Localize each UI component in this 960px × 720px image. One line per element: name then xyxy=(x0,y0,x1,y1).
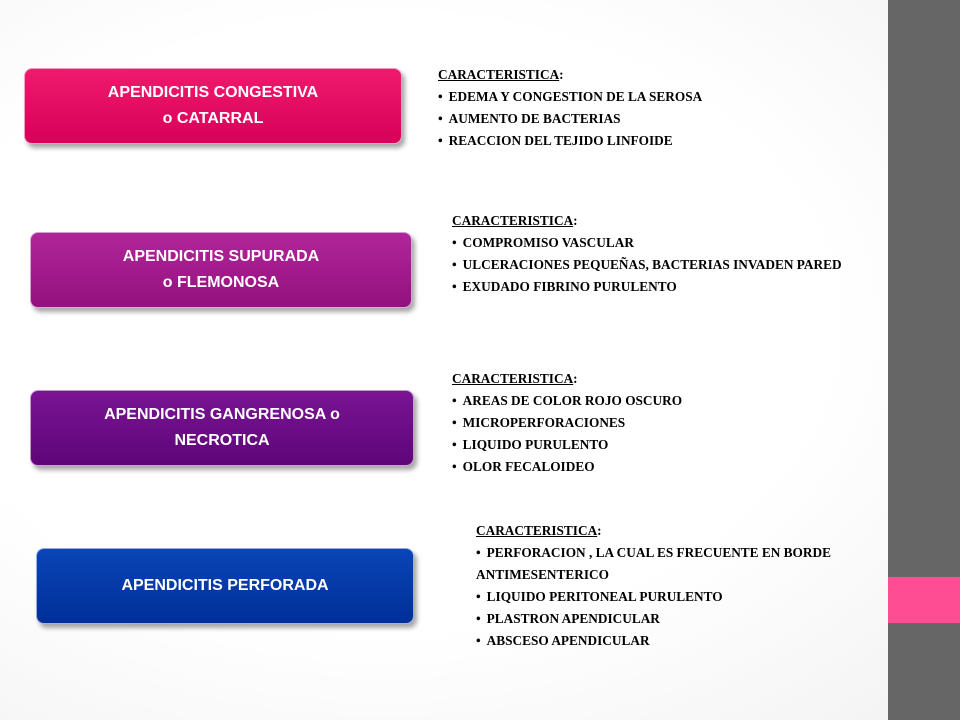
list-item: • ULCERACIONES PEQUEÑAS, BACTERIAS INVADEN PARED xyxy=(452,257,842,272)
list-item: • PERFORACION , LA CUAL ES FRECUENTE EN BORDE ANTIMESENTERICO xyxy=(476,545,831,582)
congestiva-title-box xyxy=(24,68,402,144)
list-item: • EDEMA Y CONGESTION DE LA SEROSA xyxy=(438,89,703,104)
right-sidebar-accent xyxy=(888,577,960,623)
perforada-title: APENDICITIS PERFORADA xyxy=(121,577,329,594)
list-item: • LIQUIDO PURULENTO xyxy=(452,437,609,452)
list-item: • AUMENTO DE BACTERIAS xyxy=(438,111,621,126)
gangrenosa-title-box xyxy=(30,390,414,466)
congestiva-characteristics xyxy=(438,64,858,152)
perforada-title-box xyxy=(36,548,414,624)
list-item: • COMPROMISO VASCULAR xyxy=(452,235,634,250)
supurada-title-box xyxy=(30,232,412,308)
perforada-characteristics xyxy=(476,520,848,652)
gangrenosa-heading: CARACTERISTICA: xyxy=(452,371,578,386)
list-item: • ABSCESO APENDICULAR xyxy=(476,633,650,648)
gangrenosa-title: APENDICITIS GANGRENOSA o NECROTICA xyxy=(104,406,340,449)
congestiva-heading: CARACTERISTICA: xyxy=(438,67,564,82)
perforada-heading: CARACTERISTICA: xyxy=(476,523,602,538)
supurada-characteristics xyxy=(452,210,862,298)
list-item: • EXUDADO FIBRINO PURULENTO xyxy=(452,279,677,294)
supurada-heading: CARACTERISTICA: xyxy=(452,213,578,228)
congestiva-title: APENDICITIS CONGESTIVA o CATARRAL xyxy=(107,84,319,127)
gangrenosa-characteristics xyxy=(452,368,862,478)
list-item: • REACCION DEL TEJIDO LINFOIDE xyxy=(438,133,673,148)
list-item: • PLASTRON APENDICULAR xyxy=(476,611,660,626)
list-item: • OLOR FECALOIDEO xyxy=(452,459,595,474)
list-item: • LIQUIDO PERITONEAL PURULENTO xyxy=(476,589,723,604)
list-item: • MICROPERFORACIONES xyxy=(452,415,626,430)
supurada-title: APENDICITIS SUPURADA o FLEMONOSA xyxy=(122,248,320,291)
list-item: • AREAS DE COLOR ROJO OSCURO xyxy=(452,393,683,408)
